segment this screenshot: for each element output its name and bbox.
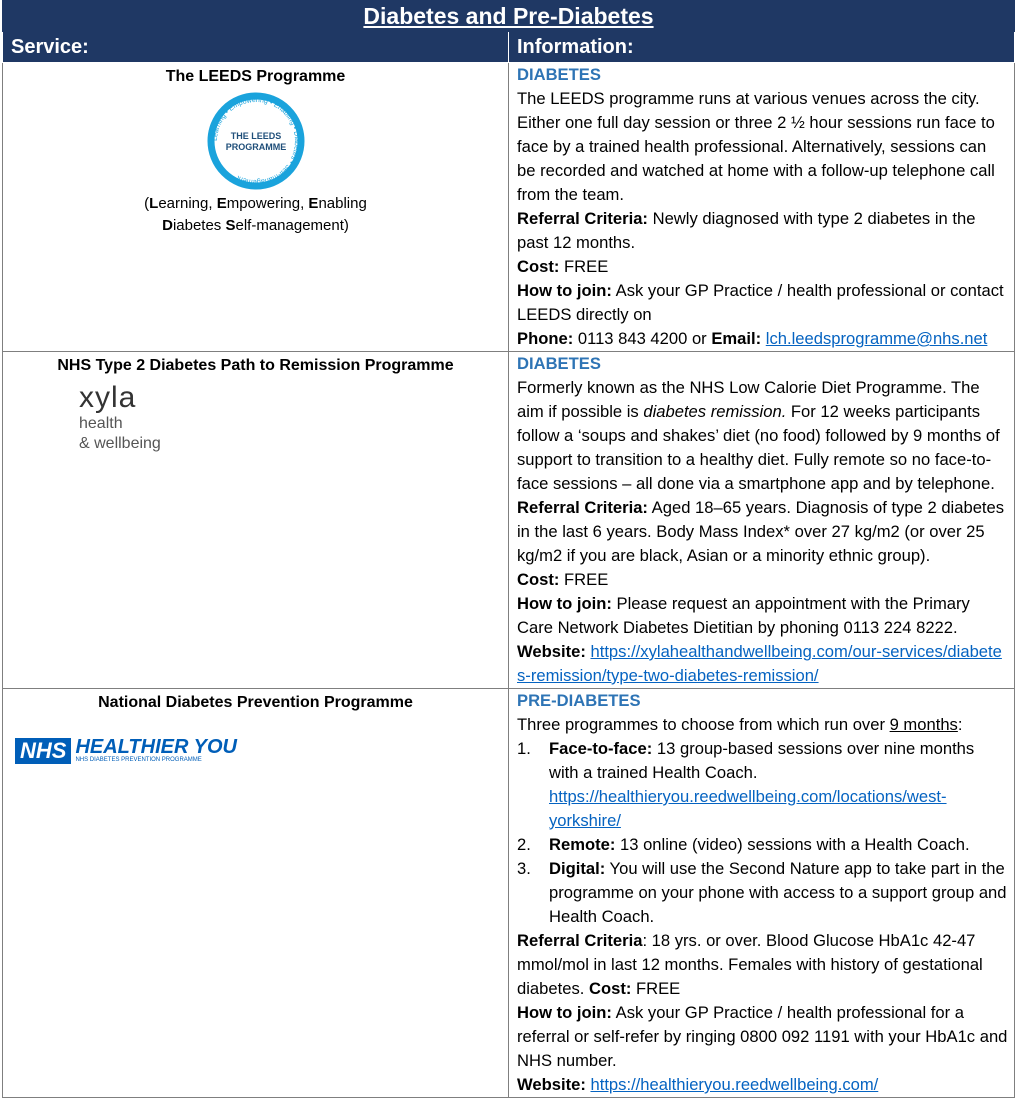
xyla-logo-sub1: health: [79, 415, 123, 432]
nhs-logo-box: NHS: [15, 738, 71, 764]
list-item: 3. Digital: You will use the Second Nature app to take part in the programme on your phone with access to a support group and Health Coach.: [517, 859, 1007, 926]
service-cell-xyla: [3, 352, 509, 689]
cost: Cost: FREE: [517, 570, 609, 589]
leeds-logo: [206, 91, 306, 191]
referral-criteria: Referral Criteria: 18 yrs. or over. Blood Glucose HbA1c 42-47 mmol/mol in last 12 months. Females with history of gestational diabetes. Cost: FREE: [517, 931, 983, 998]
header-service: Service:: [3, 32, 509, 63]
list-item: 1. Face-to-face: 13 group-based sessions over nine months with a trained Health Coach. https://healthieryou.reedwellbeing.com/locations/west-yorkshire/: [517, 739, 975, 830]
website-link[interactable]: https://xylahealthandwellbeing.com/our-services/diabetes-remission/type-two-diabetes-remission/: [517, 642, 1002, 685]
referral-criteria: Referral Criteria: Newly diagnosed with type 2 diabetes in the past 12 months.: [517, 209, 976, 252]
table-row-leeds: [3, 63, 1015, 352]
website-link[interactable]: https://healthieryou.reedwellbeing.com/: [590, 1075, 879, 1094]
description: The LEEDS programme runs at various venues across the city. Either one full day session or three 2 ½ hour sessions run face to face by a trained health professional. Alternatively, sessions can be recorded and watched at home with a follow-up telephone call from the team.: [517, 89, 995, 204]
hy-logo-main: HEALTHIER YOU: [75, 736, 237, 758]
contact: Phone: 0113 843 4200 or Email: lch.leedsprogramme@nhs.net: [517, 329, 988, 348]
xyla-logo-main: xyla: [79, 381, 137, 414]
leeds-acronym: (Learning, Empowering, Enabling Diabetes Self-management): [144, 195, 367, 234]
info-cell-leeds: [509, 63, 1015, 352]
header-information: Information:: [509, 32, 1015, 63]
logo-line2: PROGRAMME: [225, 142, 286, 152]
condition-tag: DIABETES: [517, 354, 601, 373]
logo-line1: THE LEEDS: [230, 131, 281, 141]
cost: Cost: FREE: [517, 257, 609, 276]
services-table: [2, 0, 1015, 1098]
info-cell-ndpp: [509, 689, 1015, 1098]
table-row-xyla: [3, 352, 1015, 689]
xyla-logo-sub2: & wellbeing: [79, 435, 161, 452]
website: Website: https://healthieryou.reedwellbeing.com/: [517, 1075, 879, 1094]
xyla-logo: [9, 382, 502, 454]
logo-ring-text: Learning • Empowering • Enabling • Diabetes • Self-management: [211, 96, 300, 186]
title-bar: [3, 1, 1015, 32]
intro: Three programmes to choose from which run over 9 months:: [517, 715, 963, 734]
referral-criteria: Referral Criteria: Aged 18–65 years. Diagnosis of type 2 diabetes in the last 6 years. Body Mass Index* over 27 kg/m2 (or over 25 kg/m2 if you are black, Asian or a minority ethnic group).: [517, 498, 1005, 565]
how-to-join: How to join: Please request an appointment with the Primary Care Network Diabetes Dietitian by phoning 0113 224 8222.: [517, 594, 970, 637]
service-name: The LEEDS Programme: [165, 68, 346, 85]
info-cell-xyla: [509, 352, 1015, 689]
table-row-ndpp: [3, 689, 1015, 1098]
condition-tag: PRE-DIABETES: [517, 691, 641, 710]
email-link[interactable]: lch.leedsprogramme@nhs.net: [765, 329, 988, 348]
service-cell-leeds: [3, 63, 509, 352]
service-name: NHS Type 2 Diabetes Path to Remission Programme: [57, 357, 454, 374]
page-title: Diabetes and Pre-Diabetes: [363, 3, 654, 29]
location-link[interactable]: https://healthieryou.reedwellbeing.com/locations/west-yorkshire/: [549, 787, 947, 830]
healthier-you-logo: [15, 737, 502, 764]
description: Formerly known as the NHS Low Calorie Diet Programme. The aim if possible is diabetes remission. For 12 weeks participants follow a ‘soups and shakes’ diet (no food) followed by 9 months of support to transition to a healthy diet. Fully remote so no face-to-face sessions – all done via a smartphone app and by telephone.: [517, 378, 1000, 493]
how-to-join: How to join: Ask your GP Practice / health professional for a referral or self-refer by ringing 0800 092 1191 with your HbA1c and NHS number.: [517, 1003, 1008, 1070]
service-cell-ndpp: [3, 689, 509, 1098]
hy-logo-sub: NHS DIABETES PREVENTION PROGRAMME: [75, 757, 202, 763]
list-item: 2. Remote: 13 online (video) sessions with a Health Coach.: [517, 835, 970, 854]
service-name: National Diabetes Prevention Programme: [98, 694, 413, 711]
website: Website: https://xylahealthandwellbeing.com/our-services/diabetes-remission/type-two-diabetes-remission/: [517, 642, 1002, 685]
how-to-join: How to join: Ask your GP Practice / health professional or contact LEEDS directly on: [517, 281, 1004, 324]
condition-tag: DIABETES: [517, 65, 601, 84]
programme-list: [517, 737, 1008, 929]
